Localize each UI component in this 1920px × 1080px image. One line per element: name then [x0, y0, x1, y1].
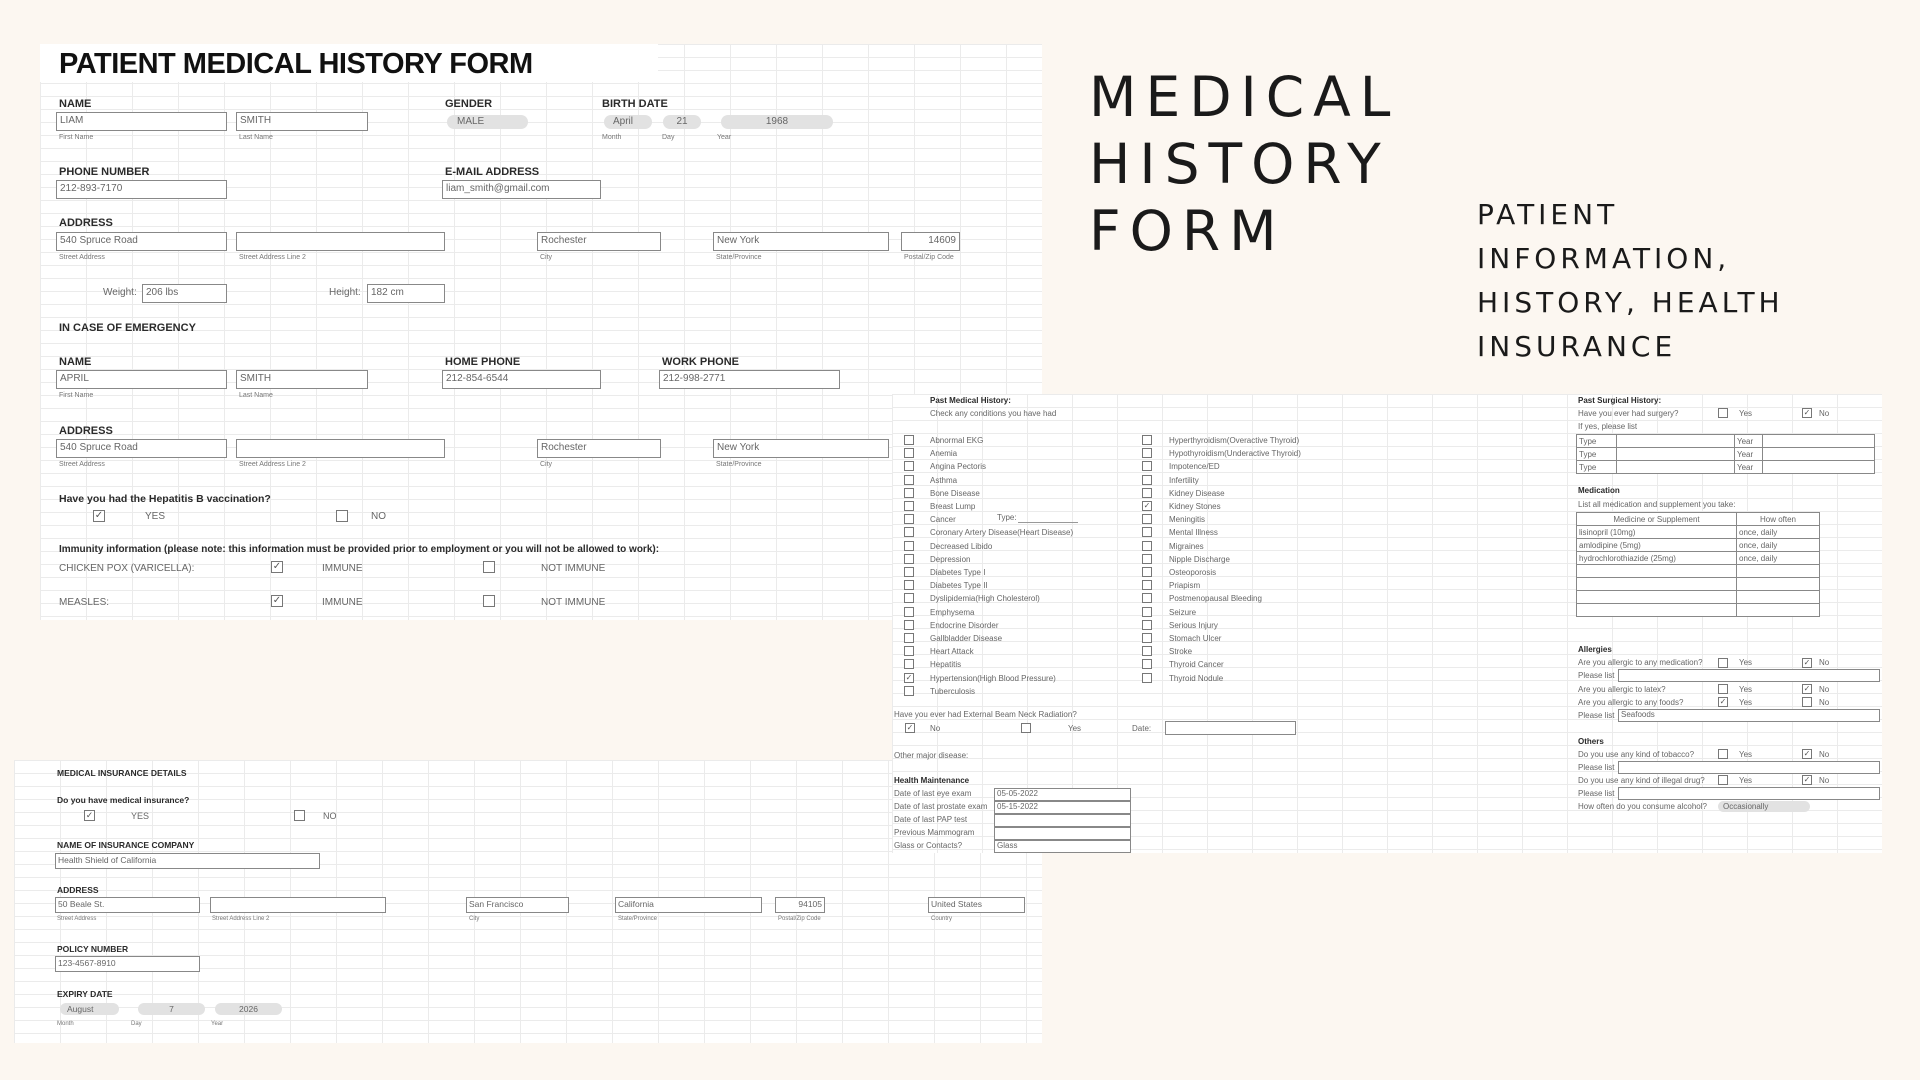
condition-label: Decreased Libido [930, 541, 993, 551]
condition-label: Seizure [1169, 607, 1197, 617]
medication-title: Medication [1578, 486, 1620, 495]
hepb-no-checkbox[interactable] [336, 510, 348, 522]
health-maintenance-label: Date of last eye exam [894, 789, 972, 798]
condition-label: Stomach Ulcer [1169, 634, 1222, 643]
expiry-day-select[interactable]: 7 [138, 1003, 205, 1015]
tobacco-list-field[interactable] [1618, 761, 1880, 774]
allergy-latex-question: Are you allergic to latex? [1578, 685, 1666, 694]
condition-checkbox[interactable] [1142, 461, 1152, 471]
table-row [1577, 435, 1875, 448]
condition-checkbox[interactable] [1142, 593, 1152, 603]
condition-checkbox[interactable] [1142, 659, 1152, 669]
insurance-no-checkbox[interactable] [294, 810, 305, 821]
surgery-type-field[interactable] [1617, 435, 1735, 448]
hero-subtitle-line: HISTORY, HEALTH [1477, 286, 1784, 319]
condition-label: Asthma [930, 475, 958, 485]
hepb-yes-label: YES [145, 511, 166, 522]
emergency-street2-field[interactable] [236, 439, 445, 458]
pmh-subtitle: Check any conditions you have had [930, 409, 1057, 418]
condition-label: Gallbladder Disease [930, 634, 1003, 643]
surgery-yes-label: Yes [1739, 409, 1753, 418]
allergy-latex-yes-checkbox[interactable] [1718, 684, 1728, 694]
measles-immune-label: IMMUNE [322, 597, 363, 608]
medication-frequency[interactable] [1737, 591, 1820, 604]
surgery-year-field[interactable] [1763, 448, 1875, 461]
insurance-question: Do you have medical insurance? [57, 795, 190, 805]
weight-label: Weight: [103, 287, 137, 298]
first-name-field[interactable]: LIAM [56, 112, 227, 131]
table-row [1577, 604, 1820, 617]
medication-name[interactable] [1577, 591, 1737, 604]
chickenpox-immune-label: IMMUNE [322, 563, 363, 574]
health-maintenance-label: Glass or Contacts? [894, 841, 963, 850]
street-sub: Street Address [59, 254, 105, 261]
day-sub: Day [131, 1021, 142, 1027]
insurance-city-field[interactable]: San Francisco [466, 897, 569, 913]
condition-checkbox[interactable] [1142, 607, 1152, 617]
medication-frequency[interactable]: once, daily [1737, 539, 1820, 552]
measles-label: MEASLES: [59, 597, 110, 608]
condition-checkbox[interactable] [904, 607, 914, 617]
surgery-type-label: Type [1577, 461, 1617, 474]
year-sub: Year [717, 134, 732, 141]
zip-sub: Postal/Zip Code [778, 916, 821, 922]
weight-field[interactable]: 206 lbs [142, 284, 227, 303]
radiation-question: Have you ever had External Beam Neck Radiation? [894, 710, 1077, 719]
condition-label: Migraines [1169, 541, 1204, 551]
insurance-sheet [14, 760, 1042, 1043]
condition-checkbox[interactable] [904, 541, 914, 551]
medication-name[interactable]: lisinopril (10mg) [1577, 526, 1737, 539]
drug-yes-checkbox[interactable] [1718, 775, 1728, 785]
condition-label: Hypertension(High Blood Pressure) [930, 673, 1056, 683]
health-maintenance-field[interactable] [994, 827, 1131, 840]
insurance-no-label: NO [323, 811, 337, 821]
health-maintenance-field[interactable]: 05-05-2022 [994, 788, 1131, 801]
gender-label: GENDER [445, 98, 493, 110]
insurance-zip-field[interactable]: 94105 [775, 897, 825, 913]
state-sub: State/Province [716, 254, 762, 261]
condition-checkbox[interactable] [904, 646, 914, 656]
table-row [1577, 565, 1820, 578]
drug-list-field[interactable] [1618, 787, 1880, 800]
medication-name[interactable] [1577, 604, 1737, 617]
condition-checkbox[interactable] [1142, 673, 1152, 683]
birth-date-label: BIRTH DATE [602, 98, 668, 110]
condition-checkbox[interactable] [904, 620, 914, 630]
health-maintenance-field[interactable] [994, 814, 1131, 827]
allergy-medication-yes-label: Yes [1739, 658, 1753, 667]
cancer-type-line[interactable] [1018, 522, 1078, 523]
condition-label: Nipple Discharge [1169, 554, 1230, 564]
table-row [1577, 461, 1875, 474]
drug-question: Do you use any kind of illegal drug? [1578, 776, 1705, 785]
condition-label: Kidney Stones [1169, 502, 1221, 511]
condition-checkbox[interactable] [904, 448, 914, 458]
emergency-heading: IN CASE OF EMERGENCY [59, 322, 196, 334]
birth-month-select[interactable]: April [604, 115, 652, 129]
expiry-month-select[interactable]: August [60, 1003, 119, 1015]
tobacco-list-label: Please list [1578, 763, 1615, 772]
city-sub: City [540, 461, 553, 468]
allergy-food-question: Are you allergic to any foods? [1578, 698, 1684, 707]
radiation-no-checkbox[interactable]: ✓ [906, 723, 914, 732]
hero-subtitle-line: INSURANCE [1477, 330, 1677, 363]
last-name-sub: Last Name [239, 134, 273, 141]
state-sub: State/Province [716, 461, 762, 468]
hepb-no-label: NO [371, 511, 386, 522]
condition-label: Coronary Artery Disease(Heart Disease) [930, 528, 1074, 538]
hero-subtitle-line: INFORMATION, [1477, 242, 1731, 275]
city-sub: City [540, 254, 553, 261]
condition-checkbox[interactable]: ✓ [1143, 501, 1151, 510]
condition-checkbox[interactable] [904, 514, 914, 524]
day-sub: Day [662, 134, 675, 141]
condition-label: Breast Lump [930, 502, 976, 511]
condition-checkbox[interactable] [1142, 554, 1152, 564]
street2-field[interactable] [236, 232, 445, 251]
form-title: PATIENT MEDICAL HISTORY FORM [59, 48, 533, 80]
phone-label: PHONE NUMBER [59, 166, 150, 178]
allergy-food-list-label: Please list [1578, 711, 1615, 720]
work-phone-field[interactable]: 212-998-2771 [659, 370, 840, 389]
state-sub: State/Province [618, 916, 658, 922]
health-maintenance-label: Date of last prostate exam [894, 802, 988, 811]
others-title: Others [1578, 737, 1604, 746]
table-row [1577, 448, 1875, 461]
country-sub: Country [931, 916, 953, 922]
condition-label: Anemia [930, 449, 958, 459]
condition-checkbox[interactable] [904, 580, 914, 590]
street-sub: Street Address [57, 916, 97, 922]
condition-checkbox[interactable] [1142, 567, 1152, 577]
measles-immune-checkbox[interactable]: ✓ [272, 595, 282, 606]
table-row [1577, 552, 1820, 565]
condition-checkbox[interactable] [904, 488, 914, 498]
drug-list-label: Please list [1578, 789, 1615, 798]
gender-select[interactable]: MALE [447, 115, 528, 129]
condition-label: Dyslipidemia(High Cholesterol) [930, 594, 1040, 604]
surgery-year-field[interactable] [1763, 461, 1875, 474]
allergy-latex-yes-label: Yes [1739, 685, 1753, 694]
birth-year-select[interactable]: 1968 [721, 115, 833, 129]
surgery-table [1576, 434, 1875, 474]
insurance-street-field[interactable]: 50 Beale St. [55, 897, 200, 913]
condition-checkbox[interactable] [1142, 514, 1152, 524]
alcohol-question: How often do you consume alcohol? [1578, 802, 1707, 811]
hepb-question: Have you had the Hepatitis B vaccination? [59, 493, 271, 505]
surgery-question: Have you ever had surgery? [1578, 409, 1679, 418]
health-maintenance-field[interactable]: 05-15-2022 [994, 801, 1131, 814]
surgery-year-field[interactable] [1763, 435, 1875, 448]
insurance-company-field[interactable]: Health Shield of California [55, 853, 320, 869]
condition-label: Heart Attack [930, 647, 974, 657]
condition-checkbox[interactable] [904, 686, 914, 696]
home-phone-field[interactable]: 212-854-6544 [442, 370, 601, 389]
drug-no-label: No [1819, 776, 1830, 785]
condition-label: Tuberculosis [930, 686, 976, 696]
allergy-medication-question: Are you allergic to any medication? [1578, 658, 1703, 667]
first-name-sub: First Name [59, 134, 94, 141]
allergy-medication-no-label: No [1819, 658, 1830, 667]
condition-label: Meningitis [1169, 515, 1206, 525]
insurance-country-field[interactable]: United States [928, 897, 1025, 913]
surgery-type-field[interactable] [1617, 461, 1735, 474]
tobacco-yes-checkbox[interactable] [1718, 749, 1728, 759]
tobacco-no-label: No [1819, 750, 1830, 759]
surgery-type-label: Type [1577, 448, 1617, 461]
condition-label: Infertility [1169, 475, 1199, 485]
medication-name[interactable]: hydrochlorothiazide (25mg) [1577, 552, 1737, 565]
condition-label: Mental Illness [1169, 528, 1218, 538]
condition-checkbox[interactable] [1142, 475, 1152, 485]
pmh-title: Past Medical History: [930, 396, 1011, 405]
condition-label: Endocrine Disorder [930, 620, 999, 630]
chickenpox-not-immune-label: NOT IMMUNE [541, 563, 606, 574]
condition-checkbox[interactable] [1142, 488, 1152, 498]
allergy-medication-no-checkbox[interactable]: ✓ [1803, 658, 1811, 667]
condition-label: Thyroid Cancer [1169, 660, 1224, 670]
condition-label: Bone Disease [930, 488, 980, 498]
allergy-food-list-field[interactable]: Seafoods [1618, 709, 1880, 722]
medication-name[interactable]: amlodipine (5mg) [1577, 539, 1737, 552]
condition-label: Emphysema [930, 607, 975, 617]
condition-checkbox[interactable] [904, 501, 914, 511]
drug-yes-label: Yes [1739, 776, 1753, 785]
condition-checkbox[interactable] [1142, 620, 1152, 630]
frequency-col-header: How often [1737, 513, 1820, 526]
height-field[interactable]: 182 cm [367, 284, 445, 303]
zip-field[interactable]: 14609 [901, 232, 960, 251]
emergency-last-name-field[interactable]: SMITH [236, 370, 368, 389]
condition-checkbox[interactable] [1142, 435, 1152, 445]
condition-label: Abnormal EKG [930, 436, 984, 445]
condition-label: Angina Pectoris [930, 462, 987, 472]
medication-table [1576, 512, 1820, 617]
surgery-no-label: No [1819, 409, 1830, 418]
table-row [1577, 539, 1820, 552]
condition-label: Kidney Disease [1169, 488, 1225, 498]
birth-day-select[interactable]: 21 [663, 115, 701, 129]
condition-checkbox[interactable] [1142, 646, 1152, 656]
emergency-state-field[interactable]: New York [713, 439, 889, 458]
chickenpox-label: CHICKEN POX (VARICELLA): [59, 563, 195, 574]
street2-sub: Street Address Line 2 [212, 916, 270, 922]
condition-checkbox[interactable] [904, 435, 914, 445]
condition-label: Osteoporosis [1169, 568, 1217, 577]
expiry-year-select[interactable]: 2026 [215, 1003, 282, 1015]
hero-title-line: MEDICAL [1089, 65, 1400, 129]
medication-frequency[interactable]: once, daily [1737, 526, 1820, 539]
table-row [1577, 526, 1820, 539]
hero-title-line: FORM [1089, 199, 1286, 263]
city-sub: City [469, 916, 480, 922]
last-name-sub: Last Name [239, 392, 273, 399]
condition-checkbox[interactable] [1142, 633, 1152, 643]
condition-label: Hyperthyroidism(Overactive Thyroid) [1169, 436, 1300, 445]
radiation-no-label: No [930, 724, 941, 733]
allergies-title: Allergies [1578, 645, 1612, 654]
condition-checkbox[interactable] [1142, 527, 1152, 537]
hero-subtitle-line: PATIENT [1477, 198, 1619, 231]
emergency-name-label: NAME [59, 356, 92, 368]
insurance-state-field[interactable]: California [615, 897, 762, 913]
immunity-note: Immunity information (please note: this information must be provided prior to employment or you will not be allowed to work): [59, 544, 660, 555]
insurance-address-label: ADDRESS [57, 885, 99, 895]
condition-checkbox[interactable]: ✓ [905, 672, 913, 682]
radiation-yes-checkbox[interactable] [1021, 723, 1031, 733]
condition-checkbox[interactable] [1142, 580, 1152, 590]
measles-not-immune-checkbox[interactable] [483, 595, 495, 607]
allergy-medication-list-field[interactable] [1618, 669, 1880, 682]
medication-frequency[interactable] [1737, 578, 1820, 591]
health-maintenance-title: Health Maintenance [894, 776, 970, 785]
health-maintenance-label: Date of last PAP test [894, 815, 968, 824]
condition-checkbox[interactable] [904, 659, 914, 669]
policy-label: POLICY NUMBER [57, 944, 129, 954]
condition-checkbox[interactable] [904, 527, 914, 537]
health-maintenance-field[interactable]: Glass [994, 840, 1131, 853]
allergy-food-no-checkbox[interactable] [1802, 697, 1812, 707]
hepb-yes-checkbox[interactable]: ✓ [94, 510, 104, 521]
allergy-medication-yes-checkbox[interactable] [1718, 658, 1728, 668]
expiry-label: EXPIRY DATE [57, 989, 113, 999]
insurance-company-label: NAME OF INSURANCE COMPANY [57, 840, 195, 850]
condition-checkbox[interactable] [904, 475, 914, 485]
allergy-food-yes-checkbox[interactable]: ✓ [1719, 697, 1727, 706]
zip-sub: Postal/Zip Code [904, 254, 954, 261]
emergency-city-field[interactable]: Rochester [537, 439, 661, 458]
surgery-year-label: Year [1735, 435, 1763, 448]
surgery-yes-checkbox[interactable] [1718, 408, 1728, 418]
medication-frequency[interactable]: once, daily [1737, 552, 1820, 565]
tobacco-yes-label: Yes [1739, 750, 1753, 759]
radiation-date-field[interactable] [1165, 721, 1296, 735]
condition-label: Hepatitis [930, 660, 962, 670]
insurance-yes-checkbox[interactable]: ✓ [85, 810, 94, 820]
cancer-type-label: Type: [997, 513, 1017, 522]
emergency-street-field[interactable]: 540 Spruce Road [56, 439, 227, 458]
phone-field[interactable]: 212-893-7170 [56, 180, 227, 199]
insurance-yes-label: YES [131, 811, 150, 821]
condition-label: Postmenopausal Bleeding [1169, 594, 1262, 604]
chickenpox-immune-checkbox[interactable]: ✓ [272, 561, 282, 572]
condition-checkbox[interactable] [1142, 541, 1152, 551]
condition-checkbox[interactable] [904, 554, 914, 564]
month-sub: Month [602, 134, 622, 141]
condition-label: Thyroid Nodule [1169, 673, 1224, 683]
surgery-if-yes: If yes, please list [1578, 422, 1638, 431]
condition-checkbox[interactable] [904, 593, 914, 603]
tobacco-no-checkbox[interactable]: ✓ [1803, 749, 1811, 758]
allergy-food-yes-label: Yes [1739, 698, 1753, 707]
medication-name[interactable] [1577, 565, 1737, 578]
street-field[interactable]: 540 Spruce Road [56, 232, 227, 251]
table-row [1577, 513, 1820, 526]
medication-frequency[interactable] [1737, 565, 1820, 578]
condition-checkbox[interactable] [1142, 448, 1152, 458]
insurance-title: MEDICAL INSURANCE DETAILS [57, 768, 187, 778]
state-field[interactable]: New York [713, 232, 889, 251]
medication-frequency[interactable] [1737, 604, 1820, 617]
health-maintenance-label: Previous Mammogram [894, 828, 975, 837]
surgical-title: Past Surgical History: [1578, 396, 1662, 405]
policy-field[interactable]: 123-4567-8910 [55, 956, 200, 972]
tobacco-question: Do you use any kind of tobacco? [1578, 750, 1695, 759]
table-row [1577, 591, 1820, 604]
condition-label: Diabetes Type I [930, 568, 986, 577]
emergency-first-name-field[interactable]: APRIL [56, 370, 227, 389]
street2-sub: Street Address Line 2 [239, 461, 306, 468]
work-phone-label: WORK PHONE [662, 356, 739, 368]
surgery-year-label: Year [1735, 448, 1763, 461]
other-disease-label: Other major disease: [894, 751, 969, 760]
hero-title [1089, 64, 1399, 265]
chickenpox-not-immune-checkbox[interactable] [483, 561, 495, 573]
surgery-type-field[interactable] [1617, 448, 1735, 461]
address-label: ADDRESS [59, 217, 113, 229]
first-name-sub: First Name [59, 392, 94, 399]
allergy-latex-no-checkbox[interactable]: ✓ [1803, 684, 1811, 693]
year-sub: Year [211, 1021, 224, 1027]
condition-checkbox[interactable] [904, 633, 914, 643]
name-label: NAME [59, 98, 92, 110]
measles-not-immune-label: NOT IMMUNE [541, 597, 606, 608]
condition-label: Stroke [1169, 647, 1193, 657]
radiation-yes-label: Yes [1068, 724, 1082, 733]
emergency-address-label: ADDRESS [59, 425, 113, 437]
insurance-street2-field[interactable] [210, 897, 386, 913]
email-label: E-MAIL ADDRESS [445, 166, 540, 178]
city-field[interactable]: Rochester [537, 232, 661, 251]
hero-subtitle [1477, 193, 1784, 369]
condition-checkbox[interactable] [904, 461, 914, 471]
allergy-medication-list-label: Please list [1578, 671, 1615, 680]
medication-name[interactable] [1577, 578, 1737, 591]
month-sub: Month [57, 1021, 74, 1027]
table-row [1577, 578, 1820, 591]
condition-label: Cancer [930, 515, 956, 525]
hero-title-line: HISTORY [1089, 132, 1390, 196]
condition-checkbox[interactable] [904, 567, 914, 577]
medical-history-sheet [892, 394, 1882, 853]
street2-sub: Street Address Line 2 [239, 254, 306, 261]
condition-label: Priapism [1169, 581, 1201, 591]
last-name-field[interactable]: SMITH [236, 112, 368, 131]
allergy-latex-no-label: No [1819, 685, 1830, 694]
surgery-year-label: Year [1735, 461, 1763, 474]
home-phone-label: HOME PHONE [445, 356, 521, 368]
radiation-date-label: Date: [1132, 724, 1152, 733]
height-label: Height: [329, 287, 361, 298]
email-field[interactable]: liam_smith@gmail.com [442, 180, 601, 199]
alcohol-select[interactable]: Occasionally [1718, 801, 1810, 812]
allergy-food-no-label: No [1819, 698, 1830, 707]
condition-label: Impotence/ED [1169, 462, 1220, 472]
medication-col-header: Medicine or Supplement [1577, 513, 1737, 526]
medication-subtitle: List all medication and supplement you take: [1578, 500, 1736, 509]
condition-label: Diabetes Type II [930, 581, 988, 591]
surgery-type-label: Type [1577, 435, 1617, 448]
condition-label: Serious Injury [1169, 620, 1218, 630]
surgery-no-checkbox[interactable]: ✓ [1803, 408, 1811, 417]
condition-label: Hypothyroidism(Underactive Thyroid) [1169, 449, 1301, 459]
drug-no-checkbox[interactable]: ✓ [1803, 775, 1811, 784]
street-sub: Street Address [59, 461, 105, 468]
condition-label: Depression [930, 554, 971, 564]
